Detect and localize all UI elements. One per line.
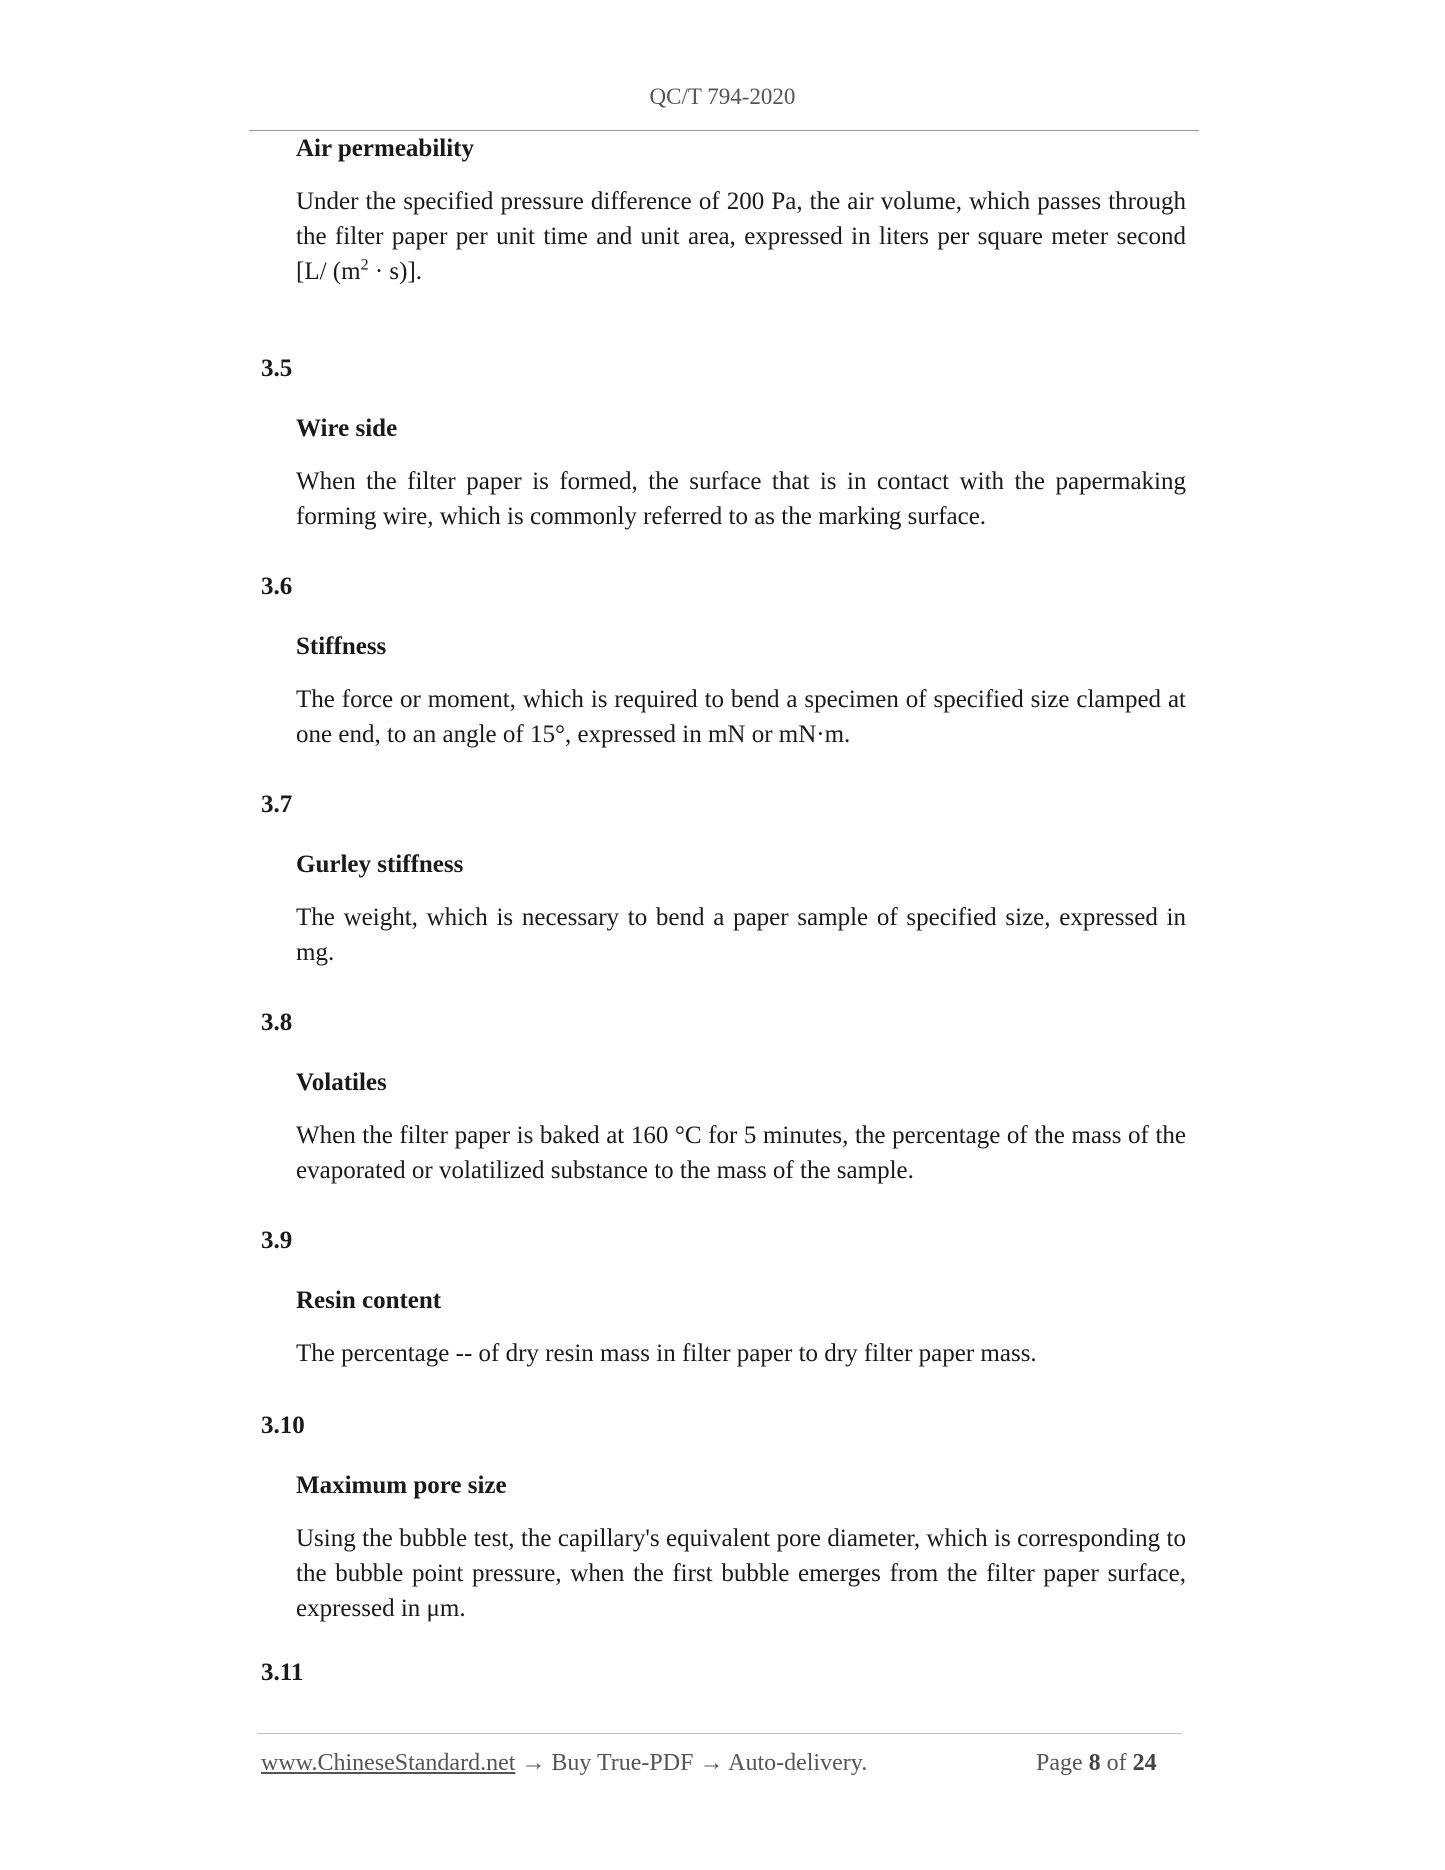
- term-air-permeability: Air permeability: [296, 135, 474, 162]
- term-volatiles: Volatiles: [296, 1069, 387, 1096]
- page-header-title: QC/T 794-2020: [649, 84, 796, 109]
- section-number-3-8: 3.8: [261, 1009, 293, 1036]
- section-number-3-10: 3.10: [261, 1412, 305, 1439]
- definition-gurley-stiffness: The weight, which is necessary to bend a paper sample of specified size, expressed in mg.: [296, 904, 1186, 966]
- section-number-3-11: 3.11: [261, 1659, 304, 1686]
- definition-maximum-pore-size: Using the bubble test, the capillary's equivalent pore diameter, which is corresponding to the bubble point pressure, when the first bubble emerges from the filter paper surface, expressed in μm.: [296, 1525, 1186, 1622]
- footer-source: [261, 1750, 867, 1777]
- term-maximum-pore-size: Maximum pore size: [296, 1472, 507, 1499]
- definition-volatiles: When the filter paper is baked at 160 °C for 5 minutes, the percentage of the mass of the evaporated or volatilized substance to the mass of the sample.: [296, 1122, 1186, 1184]
- section-number-3-9: 3.9: [261, 1227, 293, 1254]
- page-indicator: [1036, 1750, 1157, 1777]
- page-label: Page: [1036, 1750, 1083, 1776]
- section-number-3-5: 3.5: [261, 355, 293, 382]
- term-stiffness: Stiffness: [296, 633, 387, 660]
- term-resin-content: Resin content: [296, 1287, 442, 1314]
- definition-air-permeability: [296, 184, 1186, 289]
- current-page-number: 8: [1088, 1750, 1101, 1776]
- header-divider: [249, 130, 1199, 131]
- definition-wire-side: When the filter paper is formed, the surface that is in contact with the papermaking forming wire, which is commonly referred to as the marking surface.: [296, 468, 1186, 530]
- term-wire-side: Wire side: [296, 415, 398, 442]
- definition-stiffness: The force or moment, which is required to bend a specimen of specified size clamped at one end, to an angle of 15°, expressed in mN or mN·m.: [296, 686, 1186, 748]
- page-of-label: of: [1106, 1750, 1127, 1776]
- footer-tagline: → Buy True-PDF → Auto-delivery.: [515, 1750, 868, 1776]
- definition-text: Under the specified pressure difference of 200 Pa, the air volume, which passes through the filter paper per unit time and unit area, expressed in liters per square meter second [L/ (m: [296, 188, 1186, 285]
- term-gurley-stiffness: Gurley stiffness: [296, 851, 464, 878]
- definition-text-end: · s)].: [368, 258, 423, 285]
- section-number-3-6: 3.6: [261, 573, 293, 600]
- footer-divider: [257, 1733, 1182, 1734]
- total-page-count: 24: [1132, 1750, 1157, 1776]
- website-link[interactable]: www.ChineseStandard.net: [261, 1750, 516, 1776]
- superscript: 2: [360, 256, 369, 274]
- section-number-3-7: 3.7: [261, 791, 293, 818]
- definition-resin-content: The percentage -- of dry resin mass in filter paper to dry filter paper mass.: [296, 1340, 1037, 1367]
